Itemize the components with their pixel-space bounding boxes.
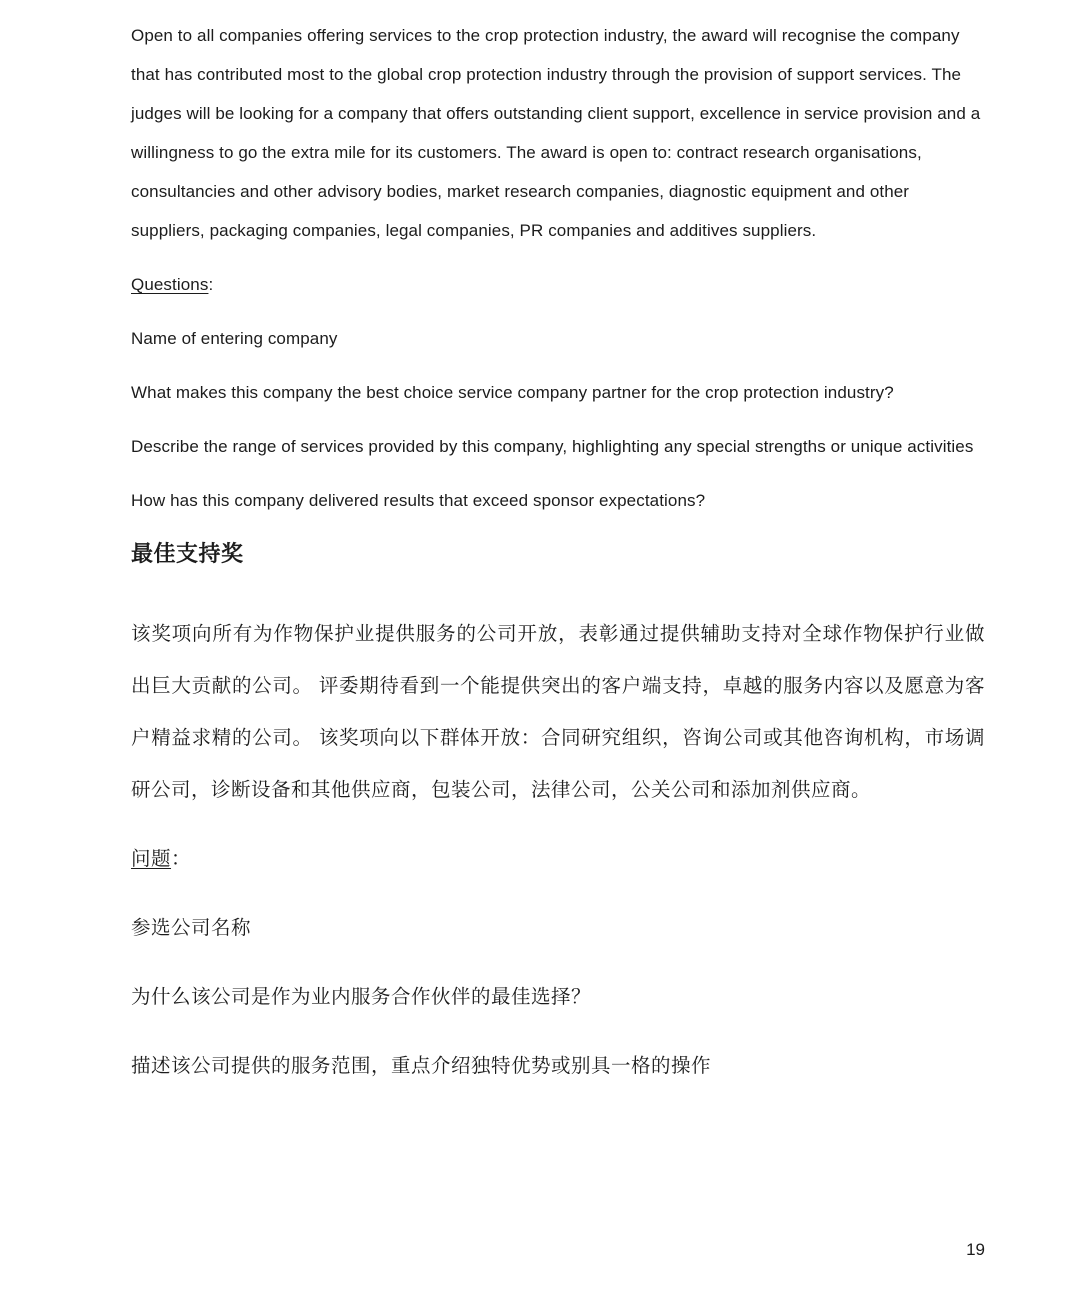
chinese-question-2: 为什么该公司是作为业内服务合作伙伴的最佳选择？ [131,986,592,1008]
english-questions-colon: : [208,275,214,294]
chinese-question-1: 参选公司名称 [131,917,252,939]
english-questions-label: Questions [131,275,209,294]
chinese-questions-colon: ： [171,848,192,870]
chinese-questions-heading [131,833,985,885]
english-question-2: What makes this company the best choice service company partner for the crop protection industry? [131,383,894,402]
english-question-1: Name of entering company [131,329,338,348]
chinese-section-heading: 最佳支持奖 [131,541,244,566]
english-questions-heading [131,265,985,304]
english-question-3: Describe the range of services provided by this company, highlighting any special strengths or unique activities [131,437,974,456]
english-intro-paragraph: Open to all companies offering services to the crop protection industry, the award will recognise the company that has contributed most to the global crop protection industry through the provision of support services. The judges will be looking for a company that offers outstanding client support, excellence in service provision and a willingness to go the extra mile for its customers. The award is open to: contract research organisations, consultancies and other advisory bodies, market research companies, diagnostic equipment and other suppliers, packaging companies, legal companies, PR companies and additives suppliers. [131,26,981,240]
chinese-questions-label: 问题 [131,848,172,870]
english-question-4: How has this company delivered results that exceed sponsor expectations? [131,491,706,510]
chinese-question-3: 描述该公司提供的服务范围，重点介绍独特优势或别具一格的操作 [131,1055,712,1077]
page-number: 19 [966,1240,985,1259]
chinese-intro-paragraph: 该奖项向所有为作物保护业提供服务的公司开放，表彰通过提供辅助支持对全球作物保护行业做出巨大贡献的公司。 评委期待看到一个能提供突出的客户端支持，卓越的服务内容以及愿意为客户精益求精的公司。 该奖项向以下群体开放：合同研究组织，咨询公司或其他咨询机构，市场调研公司，诊断设备和其他供应商，包装公司，法律公司，公关公司和添加剂供应商。 [131,623,985,801]
